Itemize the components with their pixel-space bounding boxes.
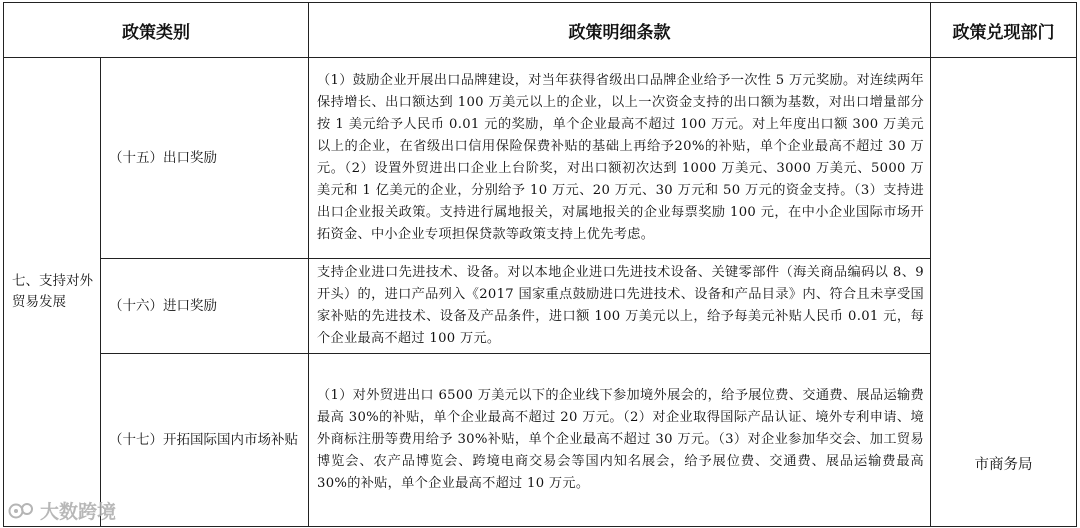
header-category: 政策类别 [4, 3, 309, 58]
detail-cell: 支持企业进口先进技术、设备。对以本地企业进口先进技术设备、关键零部件（海关商品编码以 8、9 开头）的，进口产品列入《2017 国家重点鼓励进口先进技术、设备和产品目录》内、符合且未享受国家补贴的先进技术、设备及产品条件，进口额 100 万美元以上，给予每美元补贴人民币 0.01 元，每个企业最高不超过 100 万元。 [309, 259, 931, 354]
subcategory-cell: （十五）出口奖励 [101, 58, 309, 259]
header-detail: 政策明细条款 [309, 3, 931, 58]
policy-table [3, 2, 1077, 527]
table-row [4, 354, 1077, 527]
header-department: 政策兑现部门 [931, 3, 1077, 58]
table-row [4, 58, 1077, 259]
logo-icon [8, 500, 36, 522]
department-cell: 市商务局 [931, 58, 1077, 527]
subcategory-cell: （十七）开拓国际国内市场补贴 [101, 354, 309, 527]
detail-cell: （1）对外贸进出口 6500 万美元以下的企业线下参加境外展会的，给予展位费、交通费、展品运输费最高 30%的补贴，单个企业最高不超过 20 万元。（2）对企业取得国际产品认证、境外专利申请、境外商标注册等费用给予 30%补贴，单个企业最高不超过 30 万元。（3）对企业参加华交会、加工贸易博览会、农产品博览会、跨境电商交易会等国内知名展会，给予展位费、交通费、展品运输费最高 30%的补贴，单个企业最高不超过 10 万元。 [309, 354, 931, 527]
category-cell: 七、支持对外贸易发展 [4, 58, 101, 527]
detail-cell: （1）鼓励企业开展出口品牌建设，对当年获得省级出口品牌企业给予一次性 5 万元奖励。对连续两年保持增长、出口额达到 100 万美元以上的企业，以上一次资金支持的出口额为基数，对出口增量部分按 1 美元给予人民币 0.01 元的奖励，单个企业最高不超过 100 万元。对上年度出口额 300 万美元以上的企业，在省级出口信用保险保费补贴的基础上再给予20%的补贴，单个企业最高不超过 30 万元。（2）设置外贸进出口企业上台阶奖，对出口额初次达到 1000 万美元、3000 万美元、5000 万美元和 1 亿美元的企业，分别给予 10 万元、20 万元、30 万元和 50 万元的资金支持。（3）支持进出口企业报关政策。支持进行属地报关，对属地报关的企业每票奖励 100 元，在中小企业国际市场开拓资金、中小企业专项担保贷款等政策支持上优先考虑。 [309, 58, 931, 259]
subcategory-cell: （十六）进口奖励 [101, 259, 309, 354]
watermark-text: 大数跨境 [40, 501, 117, 523]
table-row [4, 259, 1077, 354]
header-row [4, 3, 1077, 58]
watermark [8, 497, 116, 524]
